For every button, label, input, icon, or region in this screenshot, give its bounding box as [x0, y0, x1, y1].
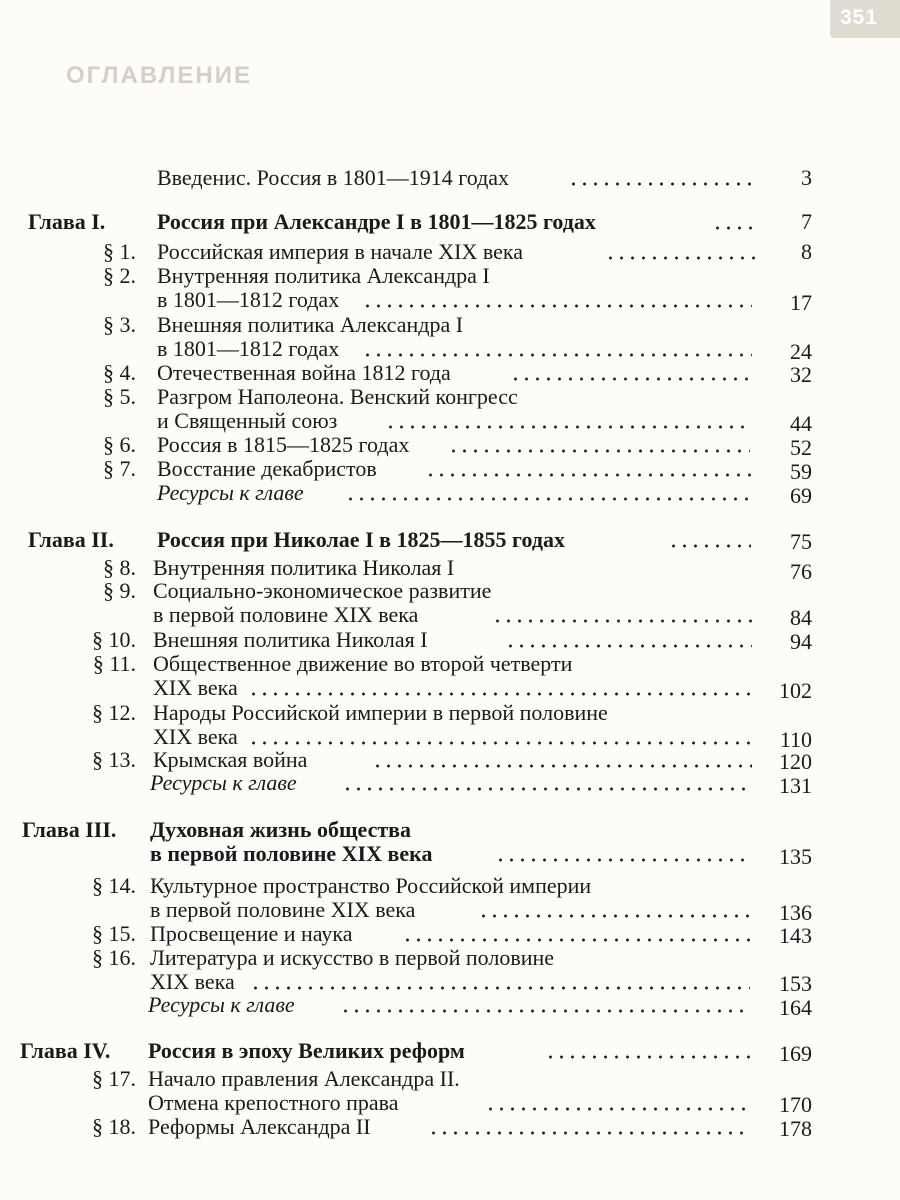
- chapter-resources: Ресурсы к главе: [150, 770, 297, 795]
- leader-dots: [510, 377, 750, 381]
- section-title: Общественное движение во второй четверти: [153, 651, 573, 676]
- leader-dots: [712, 226, 754, 230]
- leader-dots: [250, 986, 750, 990]
- chapter-resources-page: 164: [779, 995, 812, 1020]
- section-title-continued: XIX века: [150, 969, 235, 994]
- section-label: § 17.: [92, 1066, 136, 1091]
- section-title: Социально-экономическое развитие: [153, 578, 492, 603]
- chapter-page: 75: [790, 529, 812, 554]
- section-label: § 15.: [92, 921, 136, 946]
- section-label: § 18.: [92, 1114, 136, 1139]
- section-title-continued: XIX века: [153, 675, 238, 700]
- section-title: Внутренняя политика Николая I: [153, 555, 455, 580]
- section-title-continued: в первой половине XIX века: [153, 602, 419, 627]
- section-page: 94: [790, 629, 812, 654]
- leader-dots: [428, 1131, 750, 1135]
- section-page: 120: [779, 749, 812, 774]
- section-title: Внутренняя политика Александра I: [157, 263, 490, 288]
- section-title: Внешняя политика Николая I: [153, 627, 428, 652]
- leader-dots: [248, 741, 750, 745]
- section-page: 52: [790, 435, 812, 460]
- chapter-label: Глава II.: [28, 527, 114, 552]
- leader-dots: [362, 353, 752, 357]
- section-label: § 9.: [103, 578, 136, 603]
- section-page: 102: [779, 678, 812, 703]
- section-label: § 6.: [103, 432, 136, 457]
- chapter-title-continued: в первой половине XIX века: [150, 841, 433, 866]
- section-label: § 12.: [92, 700, 136, 725]
- chapter-title: Россия в эпоху Великих реформ: [148, 1038, 465, 1063]
- section-title: Внешняя политика Александра I: [157, 312, 464, 337]
- section-title: Просвещение и наука: [150, 921, 353, 946]
- section-title-continued: в 1801—1812 годах: [157, 336, 340, 361]
- section-label: § 10.: [92, 627, 136, 652]
- section-label: § 3.: [103, 312, 136, 337]
- section-page: 110: [779, 727, 812, 752]
- chapter-title: Россия при Николае I в 1825—1855 годах: [157, 527, 565, 552]
- section-title-continued: и Священный союз: [157, 408, 338, 433]
- chapter-label: Глава IV.: [20, 1038, 111, 1063]
- section-page: 76: [790, 559, 812, 584]
- chapter-resources: Ресурсы к главе: [148, 992, 295, 1017]
- leader-dots: [495, 858, 752, 862]
- section-title-continued: в первой половине XIX века: [150, 897, 416, 922]
- chapter-resources-page: 69: [790, 483, 812, 508]
- section-title: Начало правления Александра II.: [148, 1066, 460, 1091]
- section-label: § 11.: [92, 651, 136, 676]
- leader-dots: [248, 692, 750, 696]
- leader-dots: [545, 1055, 750, 1059]
- section-title: Россия в 1815—1825 годах: [157, 432, 410, 457]
- section-page: 84: [790, 605, 812, 630]
- section-label: § 14.: [92, 873, 136, 898]
- chapter-title: Духовная жизнь общества: [150, 817, 412, 842]
- leader-dots: [605, 256, 755, 260]
- chapter-resources: Ресурсы к главе: [157, 480, 304, 505]
- section-title-continued: XIX века: [153, 724, 238, 749]
- section-page: 32: [790, 362, 812, 387]
- section-title-continued: в 1801—1812 годах: [157, 287, 340, 312]
- page-title: ОГЛАВЛЕНИЕ: [66, 62, 253, 89]
- section-title: Крымская война: [153, 747, 308, 772]
- section-title: Культурное пространство Российской империи: [150, 873, 592, 898]
- section-label: § 4.: [103, 360, 136, 385]
- section-page: 24: [790, 339, 812, 364]
- leader-dots: [492, 619, 752, 623]
- leader-dots: [568, 182, 753, 186]
- section-title: Народы Российской империи в первой половине: [153, 700, 608, 725]
- leader-dots: [372, 764, 752, 768]
- leader-dots: [342, 787, 750, 791]
- leader-dots: [340, 1009, 748, 1013]
- section-label: § 8.: [103, 555, 136, 580]
- toc-intro-page: 3: [801, 165, 812, 190]
- section-title: Восстание декабристов: [157, 456, 377, 481]
- section-title: Отечественная война 1812 года: [157, 360, 451, 385]
- section-title: Реформы Александра II: [148, 1114, 371, 1139]
- leader-dots: [402, 938, 750, 942]
- section-label: § 7.: [103, 456, 136, 481]
- section-page: 143: [779, 923, 812, 948]
- chapter-title: Россия при Александре I в 1801—1825 годах: [157, 209, 596, 234]
- leader-dots: [362, 304, 752, 308]
- section-label: § 5.: [103, 384, 136, 409]
- toc-intro-title: Введенис. Россия в 1801—1914 годах: [157, 165, 510, 190]
- section-page: 170: [779, 1092, 812, 1117]
- section-page: 153: [779, 971, 812, 996]
- leader-dots: [448, 449, 750, 453]
- section-title: Разгром Наполеона. Венский конгресс: [157, 384, 518, 409]
- section-title: Литература и искусство в первой половине: [150, 945, 555, 970]
- leader-dots: [505, 644, 752, 648]
- leader-dots: [485, 1107, 750, 1111]
- section-title: Российская империя в начале XIX века: [157, 239, 523, 264]
- section-page: 17: [790, 290, 812, 315]
- section-page: 8: [801, 239, 812, 264]
- section-label: § 13.: [92, 747, 136, 772]
- page-number: 351: [840, 6, 879, 29]
- leader-dots: [425, 473, 751, 477]
- section-label: § 1.: [103, 239, 136, 264]
- section-label: § 16.: [92, 945, 136, 970]
- section-page: 44: [790, 411, 812, 436]
- chapter-label: Глава III.: [22, 817, 117, 842]
- chapter-page: 135: [779, 844, 812, 869]
- section-page: 59: [790, 459, 812, 484]
- chapter-resources-page: 131: [779, 773, 812, 798]
- section-title-continued: Отмена крепостного права: [148, 1090, 399, 1115]
- leader-dots: [668, 544, 751, 548]
- leader-dots: [345, 497, 750, 501]
- leader-dots: [385, 425, 752, 429]
- section-label: § 2.: [103, 263, 136, 288]
- leader-dots: [478, 914, 750, 918]
- section-page: 178: [779, 1116, 812, 1141]
- chapter-page: 7: [801, 209, 812, 234]
- section-page: 136: [779, 900, 812, 925]
- chapter-page: 169: [779, 1041, 812, 1066]
- chapter-label: Глава I.: [28, 209, 106, 234]
